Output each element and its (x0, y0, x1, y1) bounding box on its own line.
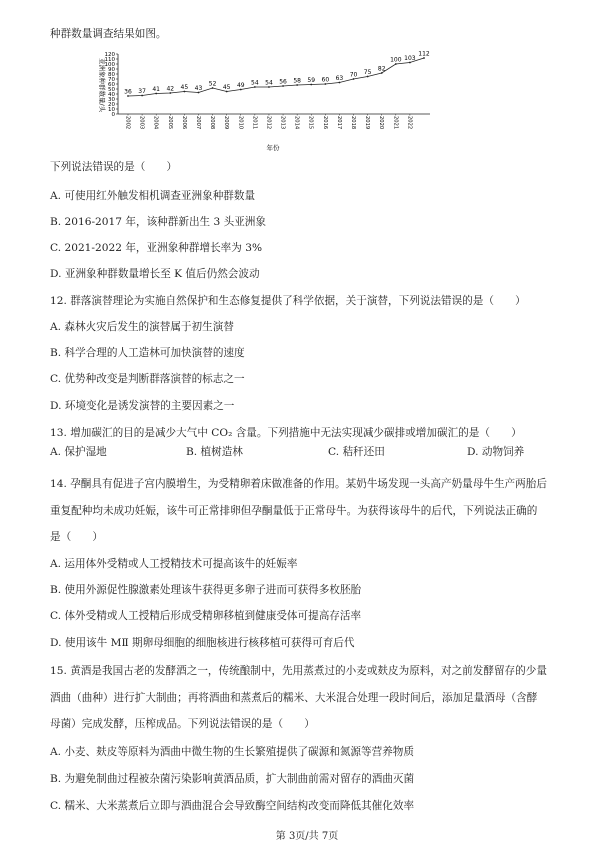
q15-stem-line-3: 母菌）完成发酵，压榨成品。下列说法错误的是（ ） (50, 718, 315, 730)
data-label: 60 (321, 76, 330, 84)
y-tick-label: 10 (108, 106, 115, 113)
y-tick-label: 80 (108, 71, 115, 78)
y-tick-label: 100 (104, 61, 115, 68)
data-label: 100 (390, 56, 402, 64)
data-label: 54 (251, 79, 259, 87)
x-tick-label: 2006 (180, 116, 187, 130)
q15-option-a: A. 小麦、麸皮等原料为酒曲中微生物的生长繁殖提供了碳源和氮源等营养物质 (50, 746, 414, 758)
y-tick-label: 30 (108, 96, 115, 103)
x-tick-label: 2015 (307, 116, 314, 130)
q15-option-b: B. 为避免制曲过程被杂菌污染影响黄酒品质，扩大制曲前需对留存的酒曲灭菌 (50, 773, 415, 785)
x-tick-label: 2020 (378, 116, 385, 130)
y-tick-label: 20 (108, 101, 115, 108)
q14-option-c: C. 体外受精或人工授精后形成受精卵移植到健康受体可提高存活率 (50, 610, 362, 622)
q15-stem-line-2: 酒曲（曲种）进行扩大制曲；再将酒曲和蒸煮后的糯米、大米混合处理一段时间后，添加足量酒母（含酵 (50, 692, 538, 704)
x-tick-label: 2013 (279, 116, 286, 130)
data-label: 103 (404, 55, 416, 62)
x-tick-label: 2017 (335, 116, 342, 130)
data-label: 43 (194, 85, 203, 92)
x-tick-label: 2022 (406, 116, 413, 130)
x-tick-label: 2019 (364, 116, 371, 130)
x-tick-label: 2010 (237, 116, 244, 130)
data-label: 59 (307, 77, 316, 84)
y-tick-label: 110 (104, 56, 115, 63)
q14-option-b: B. 使用外源促性腺激素处理该牛获得更多卵子进而可获得多枚胚胎 (50, 584, 362, 596)
data-label: 41 (152, 86, 161, 93)
population-line-chart (88, 44, 448, 156)
data-label: 58 (293, 77, 301, 85)
data-label: 82 (377, 65, 386, 73)
q14-stem-line-2: 重复配种均未成功妊娠，该牛可正常排卵但孕酮量低于正常母牛。为获得该母牛的后代，下列说法正确的 (50, 505, 538, 517)
data-label: 54 (265, 79, 273, 87)
q11-option-b: B. 2016-2017 年，该种群新出生 3 头亚洲象 (50, 216, 266, 228)
q12-stem: 12. 群落演替理论为实施自然保护和生态修复提供了科学依据，关于演替，下列说法错误的是（ ） (50, 295, 526, 307)
data-label: 37 (138, 88, 146, 95)
q15-stem-line-1: 15. 黄酒是我国古老的发酵酒之一，传统酿制中，先用蒸煮过的小麦或麸皮为原料，对之前发酵留存的少量 (50, 665, 547, 677)
q14-stem-line-3: 是（ ） (50, 531, 103, 543)
q11-option-a: A. 可使用红外触发相机调查亚洲象种群数量 (50, 190, 256, 202)
y-tick-label: 90 (108, 66, 115, 73)
data-label: 36 (124, 88, 132, 96)
y-tick-label: 50 (108, 86, 115, 93)
x-tick-label: 2004 (152, 116, 159, 130)
x-tick-label: 2016 (321, 116, 328, 130)
q14-option-d: D. 使用该牛 MⅡ 期卵母细胞的细胞核进行核移植可获得可育后代 (50, 637, 355, 649)
q12-option-b: B. 科学合理的人工造林可加快演替的速度 (50, 347, 245, 359)
q13-options (50, 444, 570, 458)
q13-option-d: D. 动物饲养 (467, 446, 525, 458)
x-axis-label: 年份 (266, 144, 280, 152)
x-tick-label: 2005 (166, 116, 173, 130)
data-label: 45 (222, 84, 231, 91)
q13-option-b: B. 植树造林 (186, 446, 243, 458)
x-tick-label: 2021 (392, 116, 399, 130)
q12-option-d: D. 环境变化是诱发演替的主要因素之一 (50, 400, 235, 412)
data-label: 56 (279, 78, 287, 86)
data-label: 63 (335, 75, 344, 82)
data-label: 45 (180, 84, 189, 91)
q13-option-c: C. 秸秆还田 (328, 446, 385, 458)
x-tick-label: 2007 (194, 116, 201, 130)
data-label: 75 (363, 69, 372, 76)
q11-option-c: C. 2021-2022 年，亚洲象种群增长率为 3% (50, 242, 263, 254)
x-tick-label: 2012 (265, 116, 272, 130)
y-tick-label: 70 (108, 76, 115, 83)
q14-option-a: A. 运用体外受精或人工授精技术可提高该牛的妊娠率 (50, 558, 298, 570)
x-tick-label: 2009 (223, 116, 230, 130)
q11-option-d: D. 亚洲象种群数量增长至 K 值后仍然会波动 (50, 268, 260, 280)
data-label: 42 (166, 85, 175, 93)
x-tick-label: 2003 (138, 116, 145, 130)
x-tick-label: 2011 (251, 116, 258, 130)
data-label: 70 (349, 71, 358, 79)
x-tick-label: 2008 (209, 116, 216, 130)
y-axis-label: 亚洲象种群数量/头 (98, 58, 106, 113)
q12-option-a: A. 森林火灾后发生的演替属于初生演替 (50, 321, 234, 333)
x-tick-label: 2014 (293, 116, 300, 130)
q14-stem-line-1: 14. 孕酮具有促进子宫内膜增生，为受精卵着床做准备的作用。某奶牛场发现一头高产奶量母牛生产两胎后 (50, 478, 547, 490)
data-label: 52 (208, 80, 217, 88)
data-label: 112 (418, 50, 430, 58)
page-footer: 第 3页/共 7页 (275, 831, 339, 842)
y-tick-label: 60 (108, 81, 115, 88)
intro-text: 种群数量调查结果如图。 (50, 28, 167, 40)
q13-option-a: A. 保护湿地 (50, 446, 107, 458)
q13-stem: 13. 增加碳汇的目的是减少大气中 CO₂ 含量。下列措施中无法实现减少碳排或增加碳汇的是（ ） (50, 427, 522, 439)
y-tick-label: 40 (108, 91, 115, 98)
y-tick-label: 0 (111, 111, 115, 118)
q15-option-c: C. 糯米、大米蒸煮后立即与酒曲混合会导致酶空间结构改变而降低其催化效率 (50, 800, 415, 812)
data-label: 49 (236, 82, 245, 89)
y-tick-label: 120 (104, 51, 115, 58)
q11-stem: 下列说法错误的是（ ） (50, 161, 178, 173)
q12-option-c: C. 优势种改变是判断群落演替的标志之一 (50, 373, 245, 385)
x-tick-label: 2002 (124, 116, 131, 130)
x-tick-label: 2018 (350, 116, 357, 130)
